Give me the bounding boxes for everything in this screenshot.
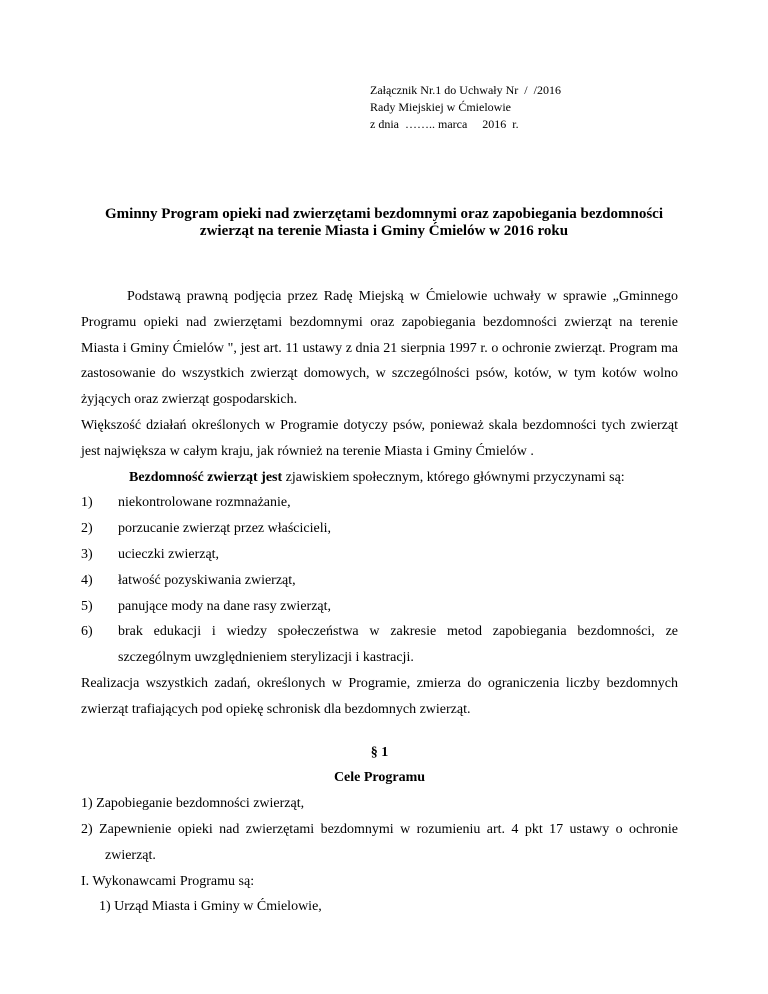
- document-body: [81, 284, 678, 920]
- causes-lead: [81, 465, 678, 491]
- list-number: 3): [81, 546, 93, 562]
- causes-lead-rest: zjawiskiem społecznym, którego głównymi przyczynami są:: [282, 469, 625, 485]
- list-number: 5): [81, 598, 93, 614]
- list-item: [81, 490, 678, 516]
- title-line-1: Gminny Program opieki nad zwierzętami bezdomnymi oraz zapobiegania bezdomności: [104, 206, 664, 222]
- list-item: 2) Zapewnienie opieki nad zwierzętami bezdomnymi w rozumieniu art. 4 pkt 17 ustawy o ochronie zwierząt.: [81, 821, 678, 863]
- executors-heading: I. Wykonawcami Programu są:: [81, 873, 255, 889]
- executors-list: [99, 894, 678, 920]
- causes-list: [81, 490, 678, 671]
- section-title: Cele Programu: [333, 770, 426, 786]
- list-text: niekontrolowane rozmnażanie,: [118, 495, 291, 511]
- list-item: [81, 594, 678, 620]
- header-line-2: Rady Miejskiej w Ćmielowie: [370, 100, 511, 114]
- list-item: 1) Urząd Miasta i Gminy w Ćmielowie,: [99, 899, 322, 915]
- realization-paragraph: Realizacja wszystkich zadań, określonych w Programie, zmierza do ograniczenia liczby bezdomnych zwierząt trafiających pod opiekę schronisk dla bezdomnych zwierząt.: [81, 675, 678, 717]
- attachment-header: [370, 82, 561, 133]
- list-item: [81, 516, 678, 542]
- list-item: 1) Zapobieganie bezdomności zwierząt,: [81, 796, 305, 812]
- list-number: 6): [81, 624, 93, 640]
- list-item: [81, 568, 678, 594]
- list-item: [81, 542, 678, 568]
- intro-paragraph-1: Podstawą prawną podjęcia przez Radę Miejską w Ćmielowie uchwały w sprawie „Gminnego Programu opieki nad zwierzętami bezdomnymi oraz zapobiegania bezdomności zwierząt na terenie Miasta i Gminy Ćmielów ", jest art. 11 ustawy z dnia 21 sierpnia 1997 r. o ochronie zwierząt. Program ma zastosowanie do wszystkich zwierząt domowych, w szczególności psów, kotów, w tym kotów wolno żyjących oraz zwierząt gospodarskich.: [81, 289, 678, 408]
- list-text: ucieczki zwierząt,: [118, 546, 220, 562]
- list-text: łatwość pozyskiwania zwierząt,: [118, 572, 296, 588]
- list-text: brak edukacji i wiedzy społeczeństwa w zakresie metod zapobiegania bezdomności, ze szczególnym uwzględnieniem sterylizacji i kastracji.: [118, 624, 678, 666]
- title-line-2: zwierząt na terenie Miasta i Gminy Ćmielów w 2016 roku: [199, 223, 569, 239]
- document-title: [60, 206, 708, 240]
- list-text: porzucanie zwierząt przez właścicieli,: [118, 521, 331, 537]
- list-item: [81, 619, 678, 671]
- list-number: 1): [81, 495, 93, 511]
- goals-list: [81, 791, 678, 868]
- intro-paragraph-2: Większość działań określonych w Programie dotyczy psów, ponieważ skala bezdomności tych zwierząt jest największa w całym kraju, jak również na terenie Miasta i Gminy Ćmielów .: [81, 417, 678, 459]
- list-text: panujące mody na dane rasy zwierząt,: [118, 598, 332, 614]
- section-sign: § 1: [370, 744, 389, 760]
- list-number: 4): [81, 572, 93, 588]
- list-number: 2): [81, 521, 93, 537]
- header-line-1: Załącznik Nr.1 do Uchwały Nr / /2016: [370, 83, 561, 97]
- causes-lead-bold: Bezdomność zwierząt jest: [129, 469, 283, 485]
- header-line-3: z dnia …….. marca 2016 r.: [370, 117, 519, 131]
